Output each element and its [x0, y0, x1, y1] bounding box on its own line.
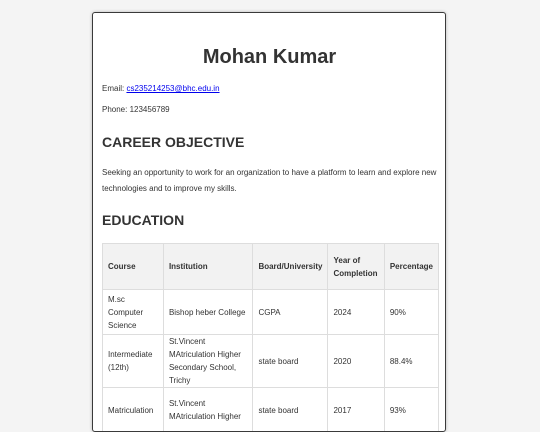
career-objective-text: Seeking an opportunity to work for an organization to have a platform to learn and explore new technologies and to improve my skills.	[102, 165, 437, 197]
cell-percentage: 88.4%	[384, 335, 438, 388]
cell-year: 2020	[328, 335, 384, 388]
header-year: Year of Completion	[328, 244, 384, 290]
education-heading: EDUCATION	[102, 212, 437, 229]
email-label: Email:	[102, 84, 126, 93]
cell-institution: Bishop heber College	[163, 290, 253, 335]
cell-percentage: 93%	[384, 388, 438, 432]
cell-year: 2024	[328, 290, 384, 335]
cell-institution: St.Vincent MAtriculation Higher	[163, 388, 253, 432]
cell-course: M.sc Computer Science	[103, 290, 164, 335]
header-board: Board/University	[253, 244, 328, 290]
cell-institution: St.Vincent MAtriculation Higher Secondary School, Trichy	[163, 335, 253, 388]
email-line	[102, 84, 437, 94]
cell-course: Intermediate (12th)	[103, 335, 164, 388]
table-row	[103, 290, 439, 335]
table-header-row	[103, 244, 439, 290]
cell-course: Matriculation	[103, 388, 164, 432]
cell-board: state board	[253, 335, 328, 388]
table-row	[103, 335, 439, 388]
header-percentage: Percentage	[384, 244, 438, 290]
header-course: Course	[103, 244, 164, 290]
cell-year: 2017	[328, 388, 384, 432]
cell-board: state board	[253, 388, 328, 432]
cell-percentage: 90%	[384, 290, 438, 335]
phone-line: Phone: 123456789	[102, 105, 437, 115]
table-row	[103, 388, 439, 432]
career-objective-heading: CAREER OBJECTIVE	[102, 134, 437, 151]
resume-card	[92, 12, 446, 432]
education-table	[102, 243, 439, 432]
header-institution: Institution	[163, 244, 253, 290]
resume-name: Mohan Kumar	[102, 45, 437, 69]
cell-board: CGPA	[253, 290, 328, 335]
email-link[interactable]: cs235214253@bhc.edu.in	[126, 84, 219, 93]
